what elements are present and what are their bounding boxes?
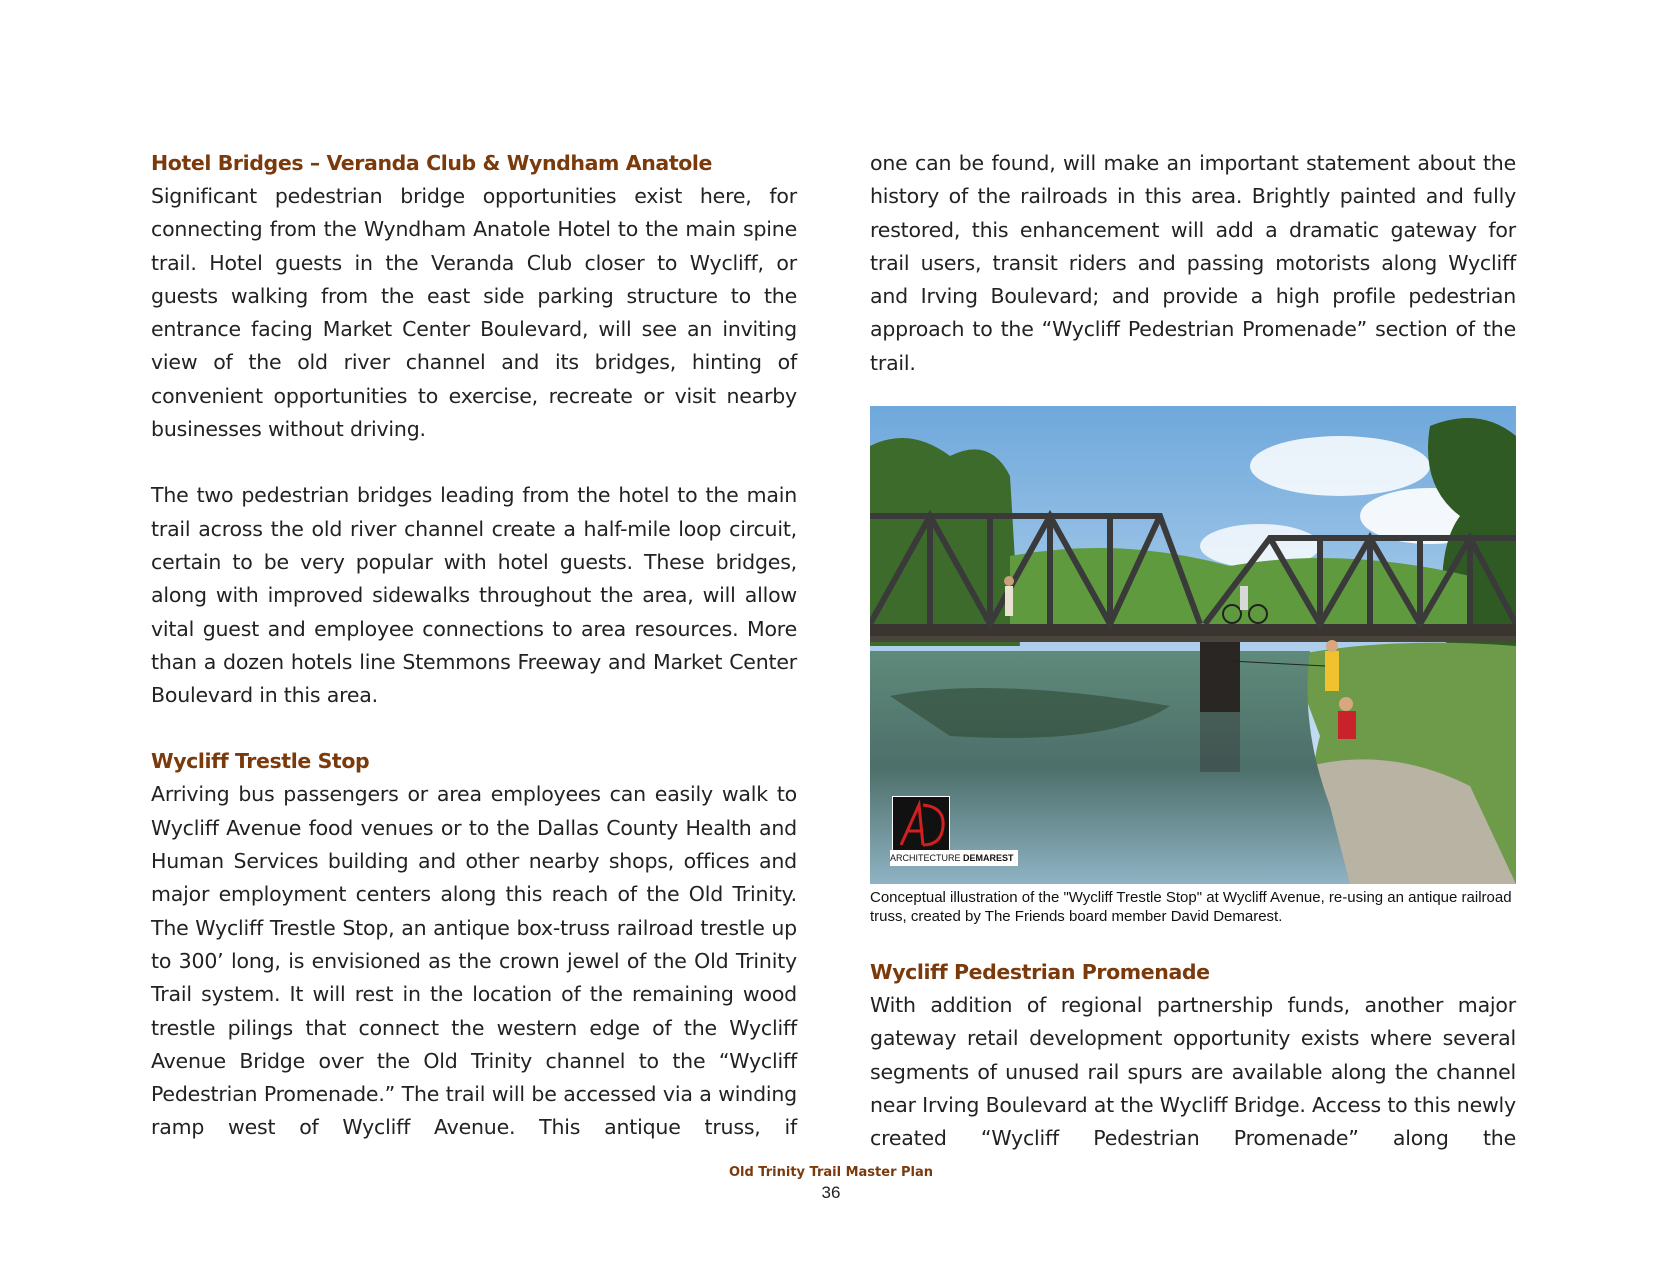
paragraph-trestle-continued: one can be found, will make an important statement about the history of the railroads in this area. Brightly painted and fully restored, this enhancement will add a dramatic gateway for trail users, transit riders and passing motorists along Wycliff and Irving Boulevard; and provide a high profile pedestrian approach to the “Wycliff Pedestrian Promenade” section of the trail. [870, 151, 1516, 375]
architecture-demarest-logo [890, 814, 1018, 866]
logo-text-architecture: ARCHITECTURE [890, 853, 961, 864]
logo-text-demarest: DEMAREST [963, 853, 1014, 864]
figure-caption: Conceptual illustration of the "Wycliff Trestle Stop" at Wycliff Avenue, re-using an antique railroad truss, created by The Friends board member David Demarest. [870, 889, 1512, 926]
right-column [870, 147, 1516, 1156]
ad-logo-mark [892, 796, 950, 854]
trestle-illustration-art [870, 406, 1516, 884]
footer-document-title: Old Trinity Trail Master Plan [728, 1165, 934, 1180]
section-heading-wycliff-trestle-stop: Wycliff Trestle Stop [151, 749, 370, 774]
logo-wordmark [890, 850, 1018, 866]
section-heading-hotel-bridges: Hotel Bridges – Veranda Club & Wyndham Anatole [151, 151, 713, 175]
left-column [151, 147, 797, 1145]
paragraph-wycliff-pedestrian-promenade: With addition of regional partnership funds, another major gateway retail development opportunity exists where several segments of unused rail spurs are available along the channel near Irving Boulevard at the Wycliff Bridge. Access to this newly created “Wycliff Pedestrian Promenade” along the [870, 993, 1516, 1151]
ad-logo-letters-art [893, 797, 949, 853]
paragraph-wycliff-trestle-stop: Arriving bus passengers or area employees can easily walk to Wycliff Avenue food venues or to the Dallas County Health and Human Services building and other nearby shops, offices and major employment centers along this reach of the Old Trinity. The Wycliff Trestle Stop, an antique box-truss railroad trestle up to 300’ long, is envisioned as the crown jewel of the Old Trinity Trail system. It will rest in the location of the remaining wood trestle pilings that connect the western edge of the Wycliff Avenue Bridge over the Old Trinity channel to the “Wycliff Pedestrian Promenade.” The trail will be accessed via a winding ramp west of Wycliff Avenue. This antique truss, if [151, 782, 797, 1140]
trestle-illustration [870, 406, 1516, 884]
paragraph-hotel-bridges-2: The two pedestrian bridges leading from the hotel to the main trail across the old river channel create a half-mile loop circuit, certain to be very popular with hotel guests. These bridges, along with improved sidewalks throughout the area, will allow vital guest and employee connections to area resources. More than a dozen hotels line Stemmons Freeway and Market Center Boulevard in this area. [151, 483, 797, 708]
paragraph-hotel-bridges-1: Significant pedestrian bridge opportunities exist here, for connecting from the Wyndham Anatole Hotel to the main spine trail. Hotel guests in the Veranda Club closer to Wycliff, or guests walking from the east side parking structure to the entrance facing Market Center Boulevard, will see an inviting view of the old river channel and its bridges, hinting of convenient opportunities to exercise, recreate or visit nearby businesses without driving. [151, 184, 797, 442]
section-heading-wycliff-pedestrian-promenade: Wycliff Pedestrian Promenade [870, 960, 1210, 985]
page-number: 36 [821, 1183, 841, 1202]
